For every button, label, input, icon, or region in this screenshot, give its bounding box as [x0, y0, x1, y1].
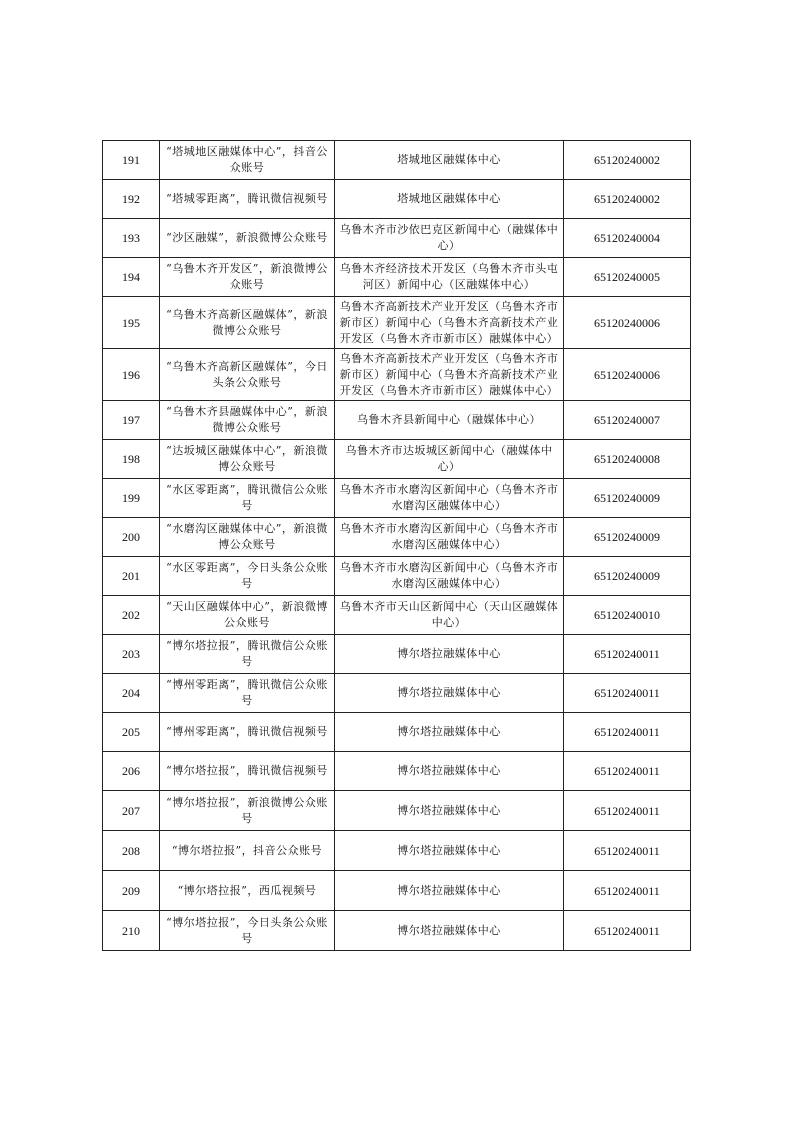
table-row	[103, 141, 691, 180]
document-page	[102, 140, 690, 951]
registration-code: 65120240009	[564, 518, 691, 557]
table-row	[103, 258, 691, 297]
account-name: “博尔塔拉报”，西瓜视频号	[160, 871, 335, 911]
operator-name: 博尔塔拉融媒体中心	[335, 911, 564, 951]
row-number: 191	[103, 141, 160, 180]
account-name: “乌鲁木齐开发区”，新浪微博公众账号	[160, 258, 335, 297]
row-number: 198	[103, 440, 160, 479]
operator-name: 乌鲁木齐市达坂城区新闻中心（融媒体中心）	[335, 440, 564, 479]
registration-code: 65120240011	[564, 831, 691, 871]
table-row	[103, 871, 691, 911]
row-number: 194	[103, 258, 160, 297]
table-row	[103, 219, 691, 258]
registration-code: 65120240006	[564, 349, 691, 401]
account-name: “水磨沟区融媒体中心”，新浪微博公众账号	[160, 518, 335, 557]
registration-code: 65120240011	[564, 674, 691, 713]
table-row	[103, 596, 691, 635]
operator-name: 博尔塔拉融媒体中心	[335, 831, 564, 871]
operator-name: 乌鲁木齐市水磨沟区新闻中心（乌鲁木齐市水磨沟区融媒体中心）	[335, 479, 564, 518]
registration-code: 65120240005	[564, 258, 691, 297]
registration-code: 65120240008	[564, 440, 691, 479]
registration-code: 65120240011	[564, 871, 691, 911]
account-name: “乌鲁木齐县融媒体中心”，新浪微博公众账号	[160, 401, 335, 440]
operator-name: 乌鲁木齐县新闻中心（融媒体中心）	[335, 401, 564, 440]
table-row	[103, 635, 691, 674]
registration-code: 65120240011	[564, 635, 691, 674]
account-name: “水区零距离”，腾讯微信公众账号	[160, 479, 335, 518]
row-number: 201	[103, 557, 160, 596]
table-row	[103, 557, 691, 596]
registry-table	[102, 140, 691, 951]
account-name: “博尔塔拉报”，腾讯微信视频号	[160, 752, 335, 791]
row-number: 206	[103, 752, 160, 791]
table-row	[103, 713, 691, 752]
operator-name: 博尔塔拉融媒体中心	[335, 791, 564, 831]
row-number: 196	[103, 349, 160, 401]
operator-name: 博尔塔拉融媒体中心	[335, 752, 564, 791]
row-number: 197	[103, 401, 160, 440]
table-row	[103, 791, 691, 831]
row-number: 204	[103, 674, 160, 713]
table-row	[103, 440, 691, 479]
operator-name: 乌鲁木齐高新技术产业开发区（乌鲁木齐市新市区）新闻中心（乌鲁木齐高新技术产业开发区（乌鲁木齐市新市区）融媒体中心）	[335, 297, 564, 349]
table-row	[103, 297, 691, 349]
row-number: 195	[103, 297, 160, 349]
registration-code: 65120240011	[564, 752, 691, 791]
table-row	[103, 479, 691, 518]
account-name: “博州零距离”，腾讯微信公众账号	[160, 674, 335, 713]
table-row	[103, 180, 691, 219]
account-name: “塔城零距离”，腾讯微信视频号	[160, 180, 335, 219]
row-number: 205	[103, 713, 160, 752]
table-row	[103, 401, 691, 440]
table-row	[103, 518, 691, 557]
registration-code: 65120240011	[564, 713, 691, 752]
registration-code: 65120240007	[564, 401, 691, 440]
registration-code: 65120240009	[564, 479, 691, 518]
row-number: 209	[103, 871, 160, 911]
registration-code: 65120240010	[564, 596, 691, 635]
row-number: 208	[103, 831, 160, 871]
account-name: “塔城地区融媒体中心”，抖音公众账号	[160, 141, 335, 180]
account-name: “博尔塔拉报”，新浪微博公众账号	[160, 791, 335, 831]
operator-name: 乌鲁木齐经济技术开发区（乌鲁木齐市头屯河区）新闻中心（区融媒体中心）	[335, 258, 564, 297]
operator-name: 博尔塔拉融媒体中心	[335, 635, 564, 674]
account-name: “达坂城区融媒体中心”，新浪微博公众账号	[160, 440, 335, 479]
row-number: 203	[103, 635, 160, 674]
registration-code: 65120240002	[564, 180, 691, 219]
registration-code: 65120240004	[564, 219, 691, 258]
row-number: 210	[103, 911, 160, 951]
row-number: 193	[103, 219, 160, 258]
row-number: 202	[103, 596, 160, 635]
operator-name: 博尔塔拉融媒体中心	[335, 713, 564, 752]
operator-name: 乌鲁木齐市水磨沟区新闻中心（乌鲁木齐市水磨沟区融媒体中心）	[335, 518, 564, 557]
account-name: “乌鲁木齐高新区融媒体”，今日头条公众账号	[160, 349, 335, 401]
operator-name: 乌鲁木齐市水磨沟区新闻中心（乌鲁木齐市水磨沟区融媒体中心）	[335, 557, 564, 596]
registration-code: 65120240002	[564, 141, 691, 180]
row-number: 207	[103, 791, 160, 831]
registration-code: 65120240011	[564, 911, 691, 951]
table-row	[103, 831, 691, 871]
account-name: “博尔塔拉报”，抖音公众账号	[160, 831, 335, 871]
account-name: “博尔塔拉报”，今日头条公众账号	[160, 911, 335, 951]
account-name: “博州零距离”，腾讯微信视频号	[160, 713, 335, 752]
table-row	[103, 674, 691, 713]
account-name: “水区零距离”，今日头条公众账号	[160, 557, 335, 596]
row-number: 199	[103, 479, 160, 518]
operator-name: 博尔塔拉融媒体中心	[335, 871, 564, 911]
account-name: “博尔塔拉报”，腾讯微信公众账号	[160, 635, 335, 674]
row-number: 200	[103, 518, 160, 557]
table-row	[103, 349, 691, 401]
registration-code: 65120240006	[564, 297, 691, 349]
account-name: “天山区融媒体中心”，新浪微博公众账号	[160, 596, 335, 635]
account-name: “沙区融媒”，新浪微博公众账号	[160, 219, 335, 258]
account-name: “乌鲁木齐高新区融媒体”，新浪微博公众账号	[160, 297, 335, 349]
operator-name: 乌鲁木齐市沙依巴克区新闻中心（融媒体中心）	[335, 219, 564, 258]
table-row	[103, 911, 691, 951]
operator-name: 乌鲁木齐高新技术产业开发区（乌鲁木齐市新市区）新闻中心（乌鲁木齐高新技术产业开发区（乌鲁木齐市新市区）融媒体中心）	[335, 349, 564, 401]
operator-name: 博尔塔拉融媒体中心	[335, 674, 564, 713]
operator-name: 乌鲁木齐市天山区新闻中心（天山区融媒体中心）	[335, 596, 564, 635]
table-row	[103, 752, 691, 791]
operator-name: 塔城地区融媒体中心	[335, 180, 564, 219]
registration-code: 65120240011	[564, 791, 691, 831]
row-number: 192	[103, 180, 160, 219]
operator-name: 塔城地区融媒体中心	[335, 141, 564, 180]
registration-code: 65120240009	[564, 557, 691, 596]
